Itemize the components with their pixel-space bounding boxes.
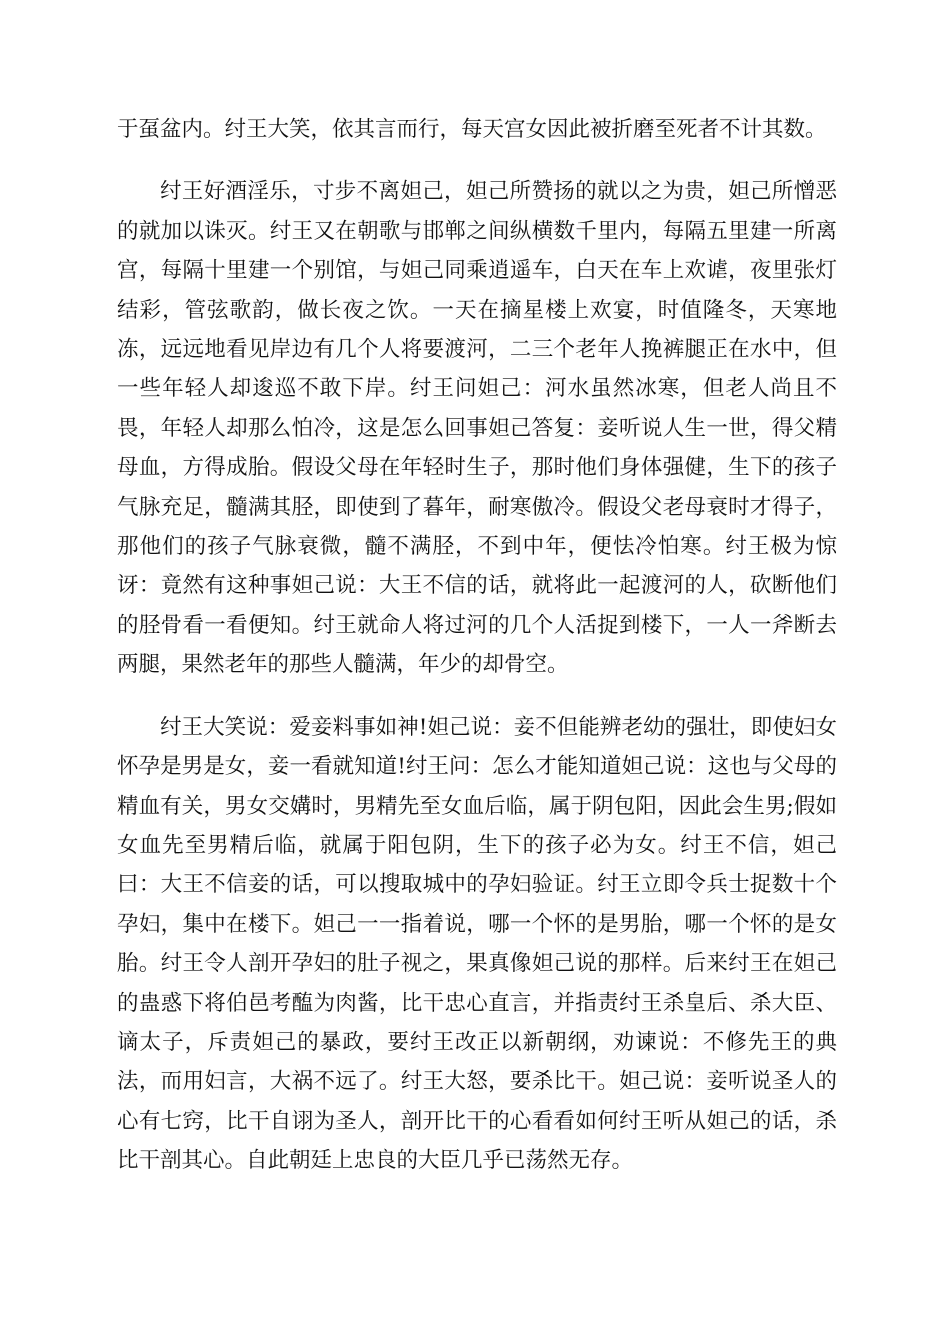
document-page bbox=[117, 110, 837, 1181]
paragraph-pregnant-women-and-bigan: 纣王大笑说：爱妾料事如神!妲己说：妾不但能辨老幼的强壮，即使妇女怀孕是男是女，妾一看就知道!纣王问：怎么才能知道妲己说：这也与父母的精血有关，男女交媾时，男精先至女血后临，属于阴包阳，因此会生男;假如女血先至男精后临，就属于阳包阴，生下的孩子必为女。纣王不信，妲己曰：大王不信妾的话，可以搜取城中的孕妇验证。纣王立即令兵士捉数十个孕妇，集中在楼下。妲己一一指着说，哪一个怀的是男胎，哪一个怀的是女胎。纣王令人剖开孕妇的肚子视之，果真像妲己说的那样。后来纣王在妲己的蛊惑下将伯邑考醢为肉酱，比干忠心直言，并指责纣王杀皇后、杀大臣、谪太子，斥责妲己的暴政，要纣王改正以新朝纲，劝谏说：不修先王的典法，而用妇言，大祸不远了。纣王大怒，要杀比干。妲己说：妾听说圣人的心有七窍，比干自诩为圣人，剖开比干的心看看如何纣王听从妲己的话，杀比干剖其心。自此朝廷上忠良的大臣几乎已荡然无存。 bbox=[117, 714, 837, 1174]
paragraph-continuation: 于虿盆内。纣王大笑，依其言而行，每天宫女因此被折磨至死者不计其数。 bbox=[117, 117, 827, 142]
paragraph-drinking-and-river-crossing: 纣王好酒淫乐，寸步不离妲己，妲己所赞扬的就以之为贵，妲己所憎恶的就加以诛灭。纣王又在朝歌与邯郸之间纵横数千里内，每隔五里建一所离宫，每隔十里建一个别馆，与妲己同乘逍遥车，白天在车上欢谑，夜里张灯结彩，管弦歌韵，做长夜之饮。一天在摘星楼上欢宴，时值隆冬，天寒地冻，远远地看见岸边有几个人将要渡河，二三个老年人挽裤腿正在水中，但一些年轻人却逡巡不敢下岸。纣王问妲己：河水虽然冰寒，但老人尚且不畏，年轻人却那么怕冷，这是怎么回事妲己答复：妾听说人生一世，得父精母血，方得成胎。假设父母在年轻时生子，那时他们身体强健，生下的孩子气脉充足，髓满其胫，即使到了暮年，耐寒傲冷。假设父老母衰时才得子，那他们的孩子气脉衰微，髓不满胫，不到中年，便怯冷怕寒。纣王极为惊讶：竟然有这种事妲己说：大王不信的话，就将此一起渡河的人，砍断他们的胫骨看一看便知。纣王就命人将过河的几个人活捉到楼下，一人一斧断去两腿，果然老年的那些人髓满，年少的却骨空。 bbox=[117, 179, 837, 678]
